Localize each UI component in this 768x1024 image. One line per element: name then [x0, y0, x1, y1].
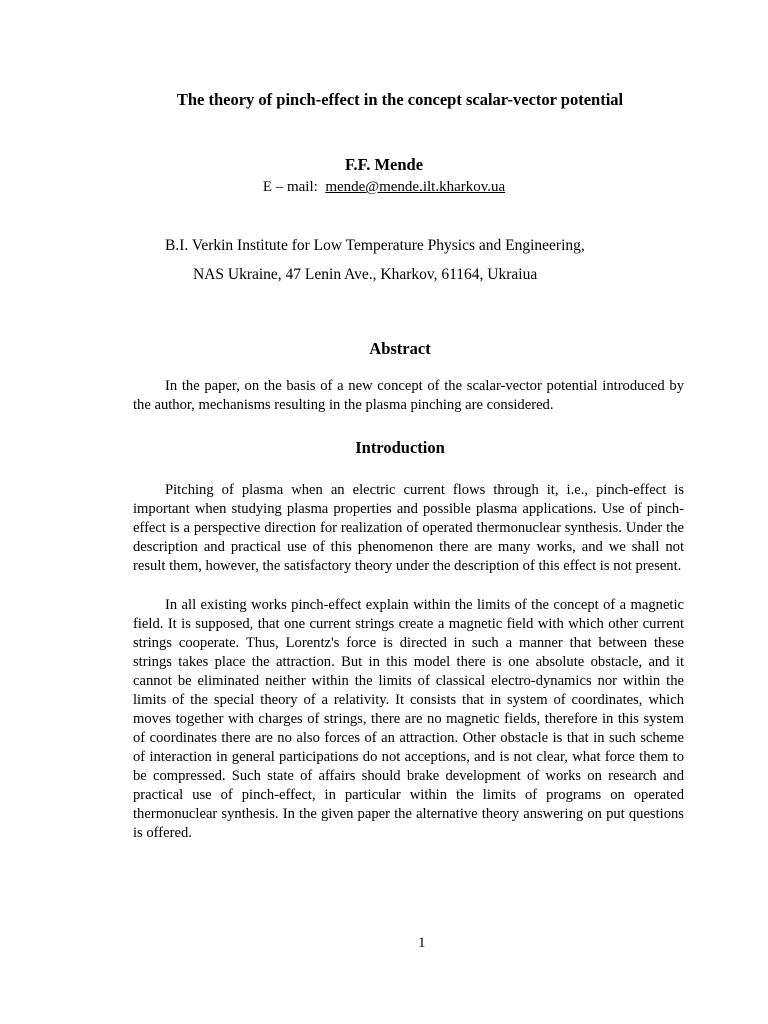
email-link[interactable]: mende@mende.ilt.kharkov.ua — [325, 179, 506, 195]
email-line — [0, 178, 768, 196]
intro-paragraph-1: Pitching of plasma when an electric current flows through it, i.e., pinch-effect is important when studying plasma properties and possible plasma applications. Use of pinch-effect is a perspective direction for realization of operated thermonuclear synthesis. Under the description and practical use of this phenomenon there are many works, and we shall not result them, however, the satisfactory theory under the description of this effect is not present. — [133, 482, 684, 574]
email-label: E – mail: — [262, 179, 318, 195]
page-number: 1 — [418, 935, 426, 951]
introduction-heading: Introduction — [355, 438, 445, 457]
paper-title: The theory of pinch-effect in the concept scalar-vector potential — [176, 90, 624, 109]
affiliation-line-1: B.I. Verkin Institute for Low Temperature Physics and Engineering, — [165, 237, 585, 254]
abstract-text: In the paper, on the basis of a new concept of the scalar-vector potential introduced by the author, mechanisms resulting in the plasma pinching are considered. — [133, 378, 684, 413]
affiliation-line-2: NAS Ukraine, 47 Lenin Ave., Kharkov, 61164, Ukraiua — [193, 266, 538, 283]
author-name: F.F. Mende — [344, 155, 424, 174]
abstract-heading: Abstract — [369, 339, 431, 358]
intro-paragraph-2: In all existing works pinch-effect explain within the limits of the concept of a magnetic field. It is supposed, that one current strings create a magnetic field with which other current strings cooperate. Thus, Lorentz's force is directed in such a manner that between these strings takes place the attraction. But in this model there is one absolute obstacle, and it cannot be eliminated neither within the limits of classical electro-dynamics nor within the limits of the special theory of a relativity. It consists that in system of coordinates, which moves together with charges of strings, there are no magnetic fields, therefore in this system of coordinates there are no also forces of an attraction. Other obstacle is that in such scheme of interaction in general participations do not acceptions, and is not clear, what force them to be compressed. Such state of affairs should brake development of works on research and practical use of pinch-effect, in particular within the limits of programs on operated thermonuclear synthesis. In the given paper the alternative theory answering on put questions is offered. — [133, 597, 684, 841]
